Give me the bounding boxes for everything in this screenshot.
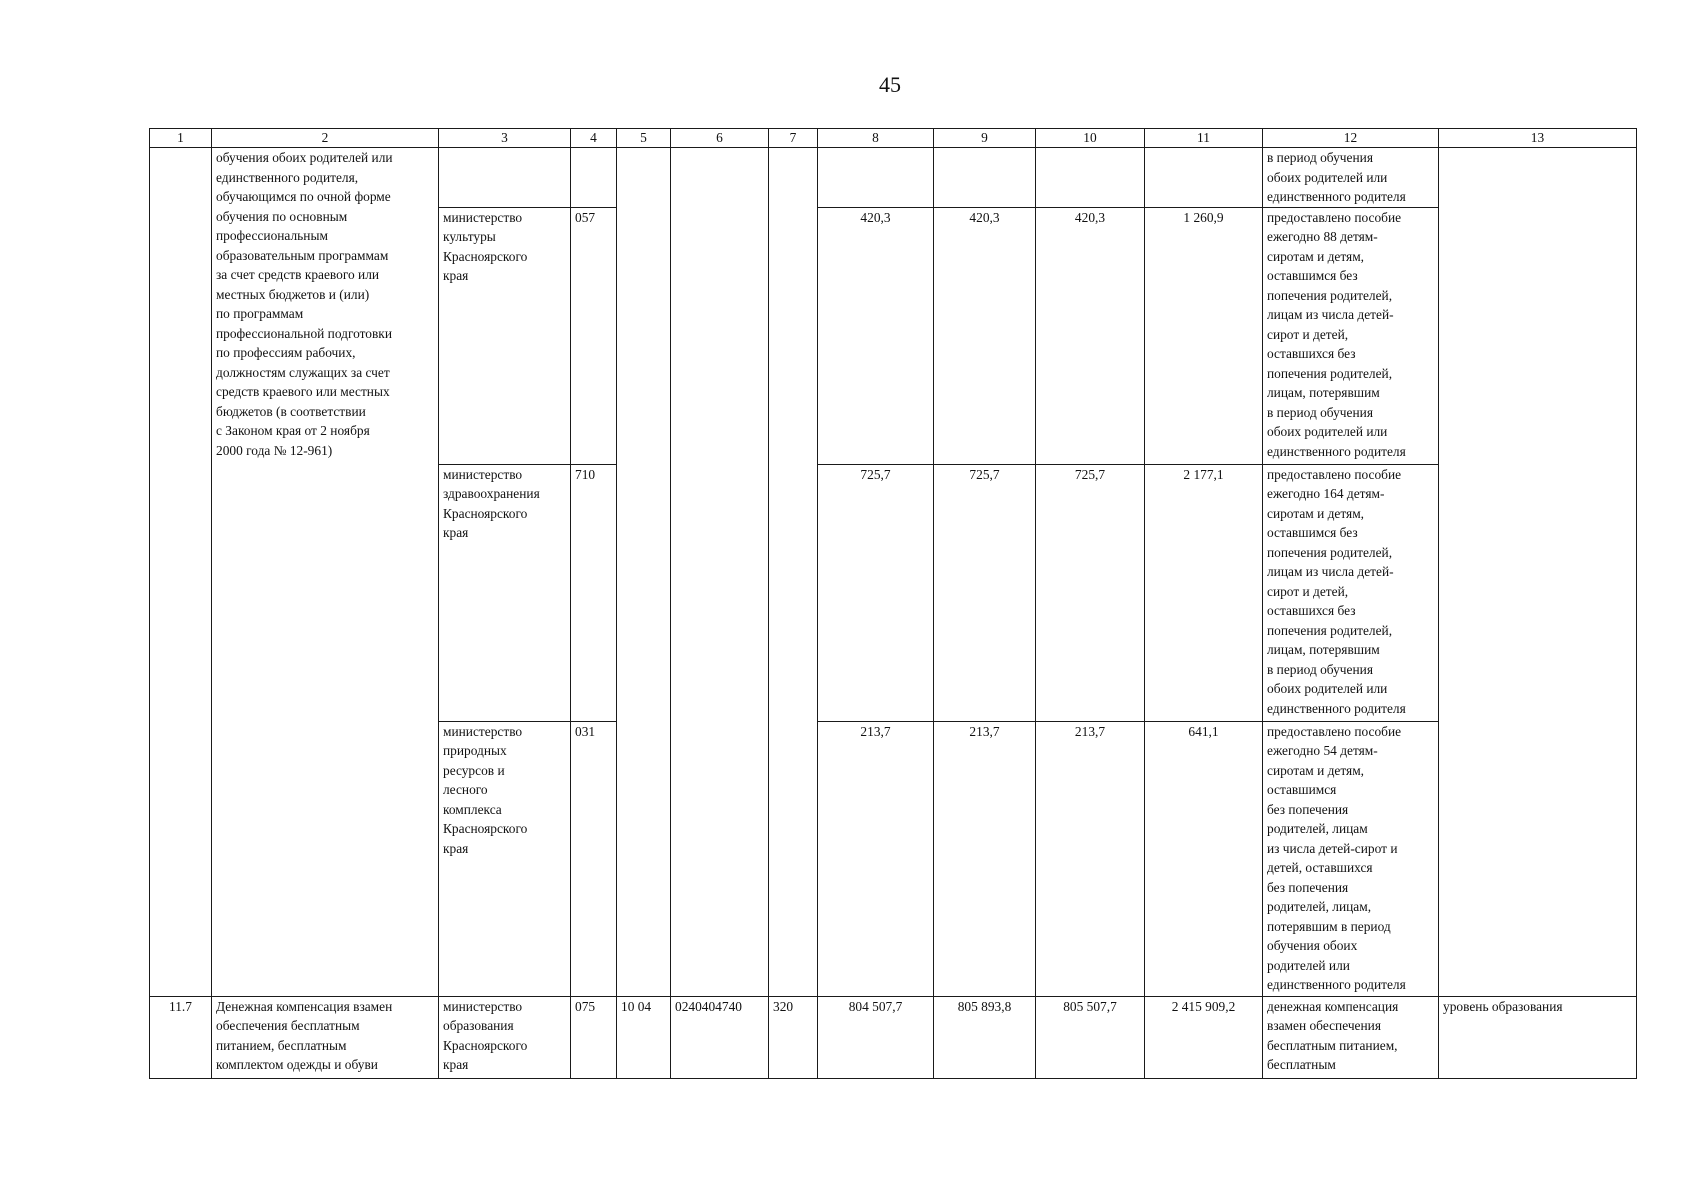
result-text: предоставлено пособие ежегодно 54 детям- сиротам и детям, оставшимся без попечения родителей, лицам из числа детей-сирот и детей, оставшихся без попечения родителей, лицам, потерявшим в период обучения обоих родителей или единственного родителя xyxy=(1267,723,1406,992)
cell-empty xyxy=(571,148,617,208)
cell-value-9: 213,7 xyxy=(934,721,1036,996)
cell-empty xyxy=(1036,148,1145,208)
cell-ministry xyxy=(439,207,571,464)
cell-value-8: 420,3 xyxy=(818,207,934,464)
column-header: 7 xyxy=(769,129,818,148)
cell-target: 0240404740 xyxy=(671,996,769,1078)
cell-ministry xyxy=(439,464,571,721)
table-row xyxy=(150,148,1637,208)
cell-empty xyxy=(934,148,1036,208)
column-header: 4 xyxy=(571,129,617,148)
measure-name-text: Денежная компенсация взамен обеспечения бесплатным питанием, бесплатным комплектом одежды и обуви xyxy=(216,998,393,1072)
ministry-text: министерство культуры Красноярского края xyxy=(443,209,528,283)
column-header: 11 xyxy=(1145,129,1263,148)
cell-section: 10 04 xyxy=(617,996,671,1078)
result-text: денежная компенсация взамен обеспечения бесплатным питанием, бесплатным xyxy=(1267,998,1399,1072)
table-row xyxy=(150,996,1637,1078)
cell-value-9: 725,7 xyxy=(934,464,1036,721)
cell-value-8: 804 507,7 xyxy=(818,996,934,1078)
cell-empty xyxy=(769,148,818,997)
cell-value-11: 2 415 909,2 xyxy=(1145,996,1263,1078)
cell-number-empty xyxy=(150,148,212,997)
cell-result xyxy=(1263,464,1439,721)
cell-value-10: 213,7 xyxy=(1036,721,1145,996)
page-number: 45 xyxy=(879,72,901,97)
cell-empty xyxy=(671,148,769,997)
column-header: 5 xyxy=(617,129,671,148)
result-text: предоставлено пособие ежегодно 164 детям- сиротам и детям, оставшимся без попечения родителей, лицам из числа детей- сирот и детей, оставшихся без попечения родителей, лицам, потерявшим в период обучения обоих родителей или единственного родителя xyxy=(1267,466,1406,716)
cell-empty xyxy=(1439,148,1637,997)
column-header: 6 xyxy=(671,129,769,148)
cell-result xyxy=(1263,996,1439,1078)
budget-table xyxy=(149,128,1637,1079)
column-header: 13 xyxy=(1439,129,1637,148)
column-header: 10 xyxy=(1036,129,1145,148)
cell-code: 710 xyxy=(571,464,617,721)
cell-value-11: 2 177,1 xyxy=(1145,464,1263,721)
measure-name-text: обучения обоих родителей или единственного родителя, обучающимся по очной форме обучения по основным профессиональным образовательным программам за счет средств краевого или местных бюджетов и (или) по программам профессиональной подготовки по профессиям рабочих, должностям служащих за счет средств краевого или местных бюджетов (в соответствии с Законом края от 2 ноября 2000 года № 12-961) xyxy=(216,150,393,458)
cell-value-9: 805 893,8 xyxy=(934,996,1036,1078)
ministry-text: министерство здравоохранения Красноярского края xyxy=(443,466,540,540)
column-header: 12 xyxy=(1263,129,1439,148)
column-header: 1 xyxy=(150,129,212,148)
column-header: 9 xyxy=(934,129,1036,148)
cell-ministry xyxy=(439,721,571,996)
cell-value-10: 805 507,7 xyxy=(1036,996,1145,1078)
cell-expense-type: 320 xyxy=(769,996,818,1078)
column-header: 8 xyxy=(818,129,934,148)
column-header: 2 xyxy=(212,129,439,148)
cell-result xyxy=(1263,207,1439,464)
cell-value-8: 213,7 xyxy=(818,721,934,996)
cell-value-11: 1 260,9 xyxy=(1145,207,1263,464)
cell-result xyxy=(1263,148,1439,208)
cell-ministry xyxy=(439,996,571,1078)
cell-result xyxy=(1263,721,1439,996)
cell-row-number: 11.7 xyxy=(150,996,212,1078)
cell-empty xyxy=(617,148,671,997)
cell-value-10: 725,7 xyxy=(1036,464,1145,721)
cell-measure-name xyxy=(212,996,439,1078)
cell-empty xyxy=(439,148,571,208)
column-number-row xyxy=(150,129,1637,148)
cell-empty xyxy=(818,148,934,208)
cell-code: 057 xyxy=(571,207,617,464)
cell-value-8: 725,7 xyxy=(818,464,934,721)
ministry-text: министерство природных ресурсов и лесного комплекса Красноярского края xyxy=(443,723,528,856)
cell-code: 075 xyxy=(571,996,617,1078)
cell-indicator: уровень образования xyxy=(1439,996,1637,1078)
cell-value-9: 420,3 xyxy=(934,207,1036,464)
cell-value-10: 420,3 xyxy=(1036,207,1145,464)
cell-value-11: 641,1 xyxy=(1145,721,1263,996)
cell-measure-name xyxy=(212,148,439,997)
ministry-text: министерство образования Красноярского края xyxy=(443,998,528,1072)
cell-empty xyxy=(1145,148,1263,208)
result-text: предоставлено пособие ежегодно 88 детям- сиротам и детям, оставшимся без попечения родителей, лицам из числа детей- сирот и детей, оставшихся без попечения родителей, лицам, потерявшим в период обучения обоих родителей или единственного родителя xyxy=(1267,209,1406,459)
result-text: в период обучения обоих родителей или единственного родителя xyxy=(1267,150,1406,204)
column-header: 3 xyxy=(439,129,571,148)
cell-code: 031 xyxy=(571,721,617,996)
